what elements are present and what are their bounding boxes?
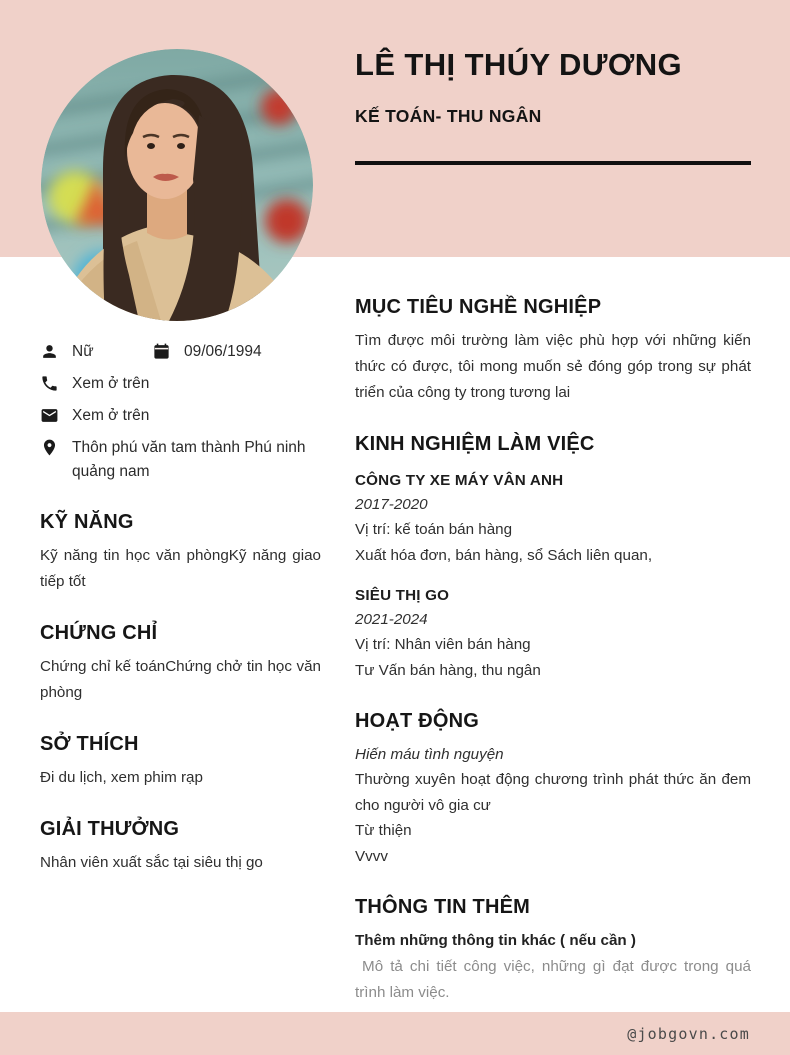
right-column <box>355 296 756 1006</box>
more-info-placeholder: Mô tả chi tiết công việc, những gì đạt được trong quá trình làm việc. <box>355 958 756 1001</box>
company-name: CÔNG TY XE MÁY VÂN ANH <box>355 472 564 489</box>
header-block <box>355 48 751 165</box>
phone-value: Xem ở trên <box>72 375 150 392</box>
left-column <box>40 340 321 876</box>
activity-line: Từ thiện <box>355 822 412 839</box>
address-cell <box>40 436 321 484</box>
section-title-hobbies: SỞ THÍCH <box>40 733 139 755</box>
objective-body: Tìm được môi trường làm việc phù hợp với những kiến thức có được, tôi mong muốn sẻ đóng góp trong sự phát triển của công ty trong tương lai <box>355 332 751 401</box>
job-detail: Tư Vấn bán hàng, thu ngân <box>355 661 541 679</box>
info-row-email <box>40 404 321 428</box>
experience-job-1 <box>355 469 751 568</box>
email-value: Xem ở trên <box>72 407 150 424</box>
section-title-more-info: THÔNG TIN THÊM <box>355 896 531 918</box>
job-position: Vị trí: Nhân viên bán hàng <box>355 636 531 653</box>
info-row-address <box>40 436 321 484</box>
section-title-skills: KỸ NĂNG <box>40 511 134 533</box>
job-period: 2017-2020 <box>355 496 428 513</box>
header-divider <box>355 161 751 165</box>
info-row-gender-birthday <box>40 340 321 364</box>
company-name: SIÊU THỊ GO <box>355 587 450 604</box>
location-pin-icon <box>40 438 59 457</box>
section-body-hobbies: Đi du lịch, xem phim rạp <box>40 769 203 786</box>
activity-subtitle: Hiến máu tình nguyện <box>355 746 504 763</box>
activity-line: Thường xuyên hoạt động chương trình phát thức ăn đem cho người vô gia cư <box>355 771 751 814</box>
section-title-certificates: CHỨNG CHỈ <box>40 622 158 644</box>
gender-cell <box>40 340 152 364</box>
section-title-experience: KINH NGHIỆM LÀM VIỆC <box>355 433 595 455</box>
birthday-value: 09/06/1994 <box>184 343 262 360</box>
section-title-activities: HOẠT ĐỘNG <box>355 710 480 732</box>
person-icon <box>40 342 59 361</box>
section-body-awards: Nhân viên xuất sắc tại siêu thị go <box>40 854 263 871</box>
email-cell <box>40 404 149 428</box>
section-body-certificates: Chứng chỉ kế toánChứng chở tin học văn phòng <box>40 658 321 701</box>
job-period: 2021-2024 <box>355 611 428 628</box>
job-position: Vị trí: kế toán bán hàng <box>355 521 513 538</box>
calendar-icon <box>152 342 171 361</box>
phone-cell <box>40 372 149 396</box>
activity-line: Vvvv <box>355 847 388 865</box>
gender-value: Nữ <box>72 343 94 360</box>
footer-bar <box>0 1012 790 1055</box>
section-title-awards: GIẢI THƯỞNG <box>40 818 180 840</box>
job-detail: Xuất hóa đơn, bán hàng, sổ Sách liên quan, <box>355 546 653 564</box>
candidate-name: LÊ THỊ THÚY DƯƠNG <box>355 47 683 82</box>
section-body-skills: Kỹ năng tin học văn phòngKỹ năng giao tiếp tốt <box>40 547 321 590</box>
address-value: Thôn phú văn tam thành Phú ninh quảng nam <box>72 439 306 480</box>
profile-photo-illustration <box>41 49 313 321</box>
experience-job-2 <box>355 584 751 683</box>
birthday-cell <box>152 340 262 364</box>
section-title-objective: MỤC TIÊU NGHỀ NGHIỆP <box>355 296 602 318</box>
candidate-job-title: KẾ TOÁN- THU NGÂN <box>355 106 542 127</box>
profile-photo <box>41 49 313 321</box>
info-row-phone <box>40 372 321 396</box>
phone-icon <box>40 374 59 393</box>
more-info-subtitle: Thêm những thông tin khác ( nếu cần ) <box>355 932 636 949</box>
email-icon <box>40 406 59 425</box>
watermark-text: @jobgovn.com <box>627 1024 750 1043</box>
